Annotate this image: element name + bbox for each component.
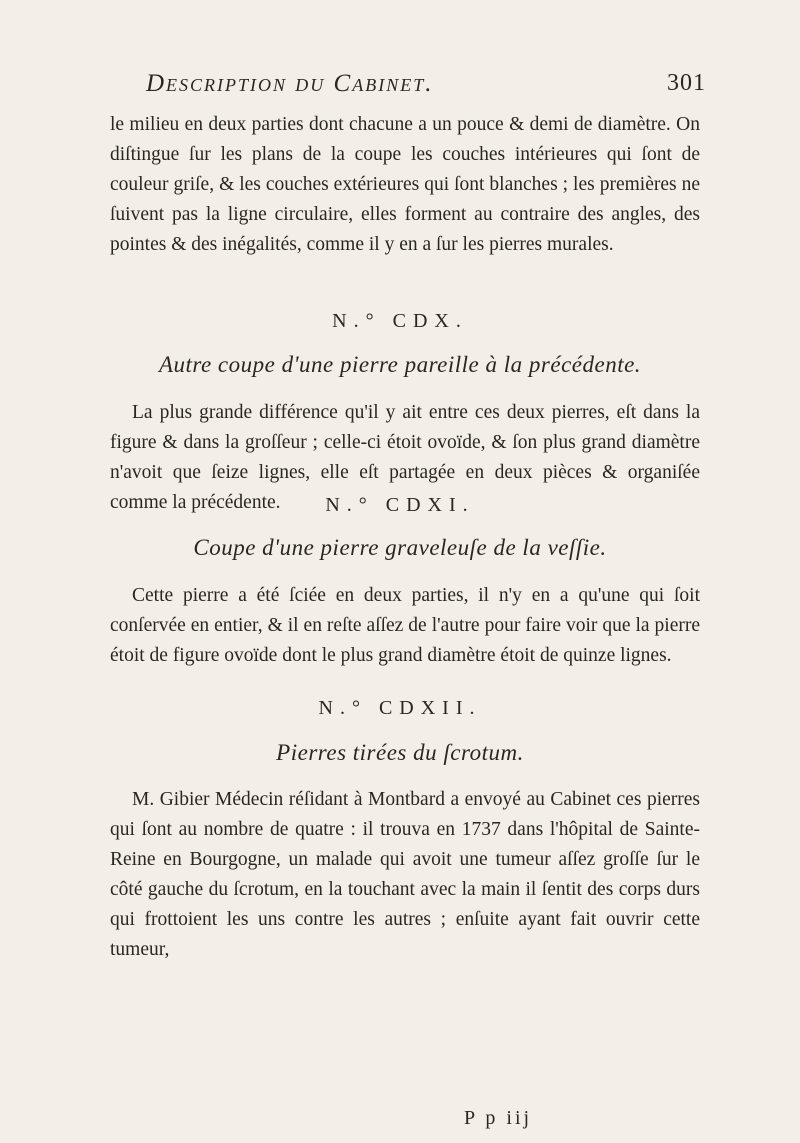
paragraph-continued: le milieu en deux parties dont chacune a un pouce & demi de diamètre. On diſtingue ſur les plans de la coupe les couches intérieures qui ſont de couleur griſe, & les couches extérieures qui ſont blanches ; les premières ne ſuivent pas la ligne circulaire, elles forment au contraire des angles, des pointes & des inégalités, comme il y en a ſur les pierres murales.: [110, 114, 700, 255]
paragraph-cdxii: M. Gibier Médecin réſidant à Montbard a envoyé au Cabinet ces pierres qui ſont au nombre de quatre : il trouva en 1737 dans l'hôpital de Sainte-Reine en Bourgogne, un malade qui avoit une tumeur aſſez groſſe ſur le côté gauche du ſcrotum, en la touchant avec la main il ſentit des corps durs qui frottoient les uns contre les autres ; enſuite ayant fait ouvrir cette tumeur,: [110, 789, 700, 960]
running-head-title: Description du Cabinet.: [146, 70, 434, 97]
running-head: [146, 70, 706, 104]
entry-title-cdxii: Pierres tirées du ſcrotum.: [276, 740, 524, 765]
paragraph-cdxi: Cette pierre a été ſciée en deux parties, il n'y en a qu'une qui ſoit conſervée en entier, & il en reſte aſſez de l'autre pour faire voir que la pierre étoit de figure ovoïde dont le plus grand diamètre étoit de quinze lignes.: [110, 585, 700, 666]
entry-title-cdx: Autre coupe d'une pierre pareille à la précédente.: [158, 352, 642, 377]
entry-number-cdx: N.° CDX.: [332, 310, 468, 332]
paragraph-cdx: La plus grande différence qu'il y ait entre ces deux pierres, eſt dans la figure & dans la groſſeur ; celle-ci étoit ovoïde, & ſon plus grand diamètre n'avoit que ſeize lignes, elle eſt partagée en deux pièces & organiſée comme la précédente.: [110, 402, 700, 513]
page-number: 301: [667, 70, 706, 96]
signature-mark: P p iij: [464, 1107, 533, 1129]
entry-number-cdxi: N.° CDXI.: [325, 494, 475, 516]
entry-title-cdxi: Coupe d'une pierre graveleuſe de la veſſie.: [193, 535, 607, 560]
entry-number-cdxii: N.° CDXII.: [318, 697, 482, 719]
